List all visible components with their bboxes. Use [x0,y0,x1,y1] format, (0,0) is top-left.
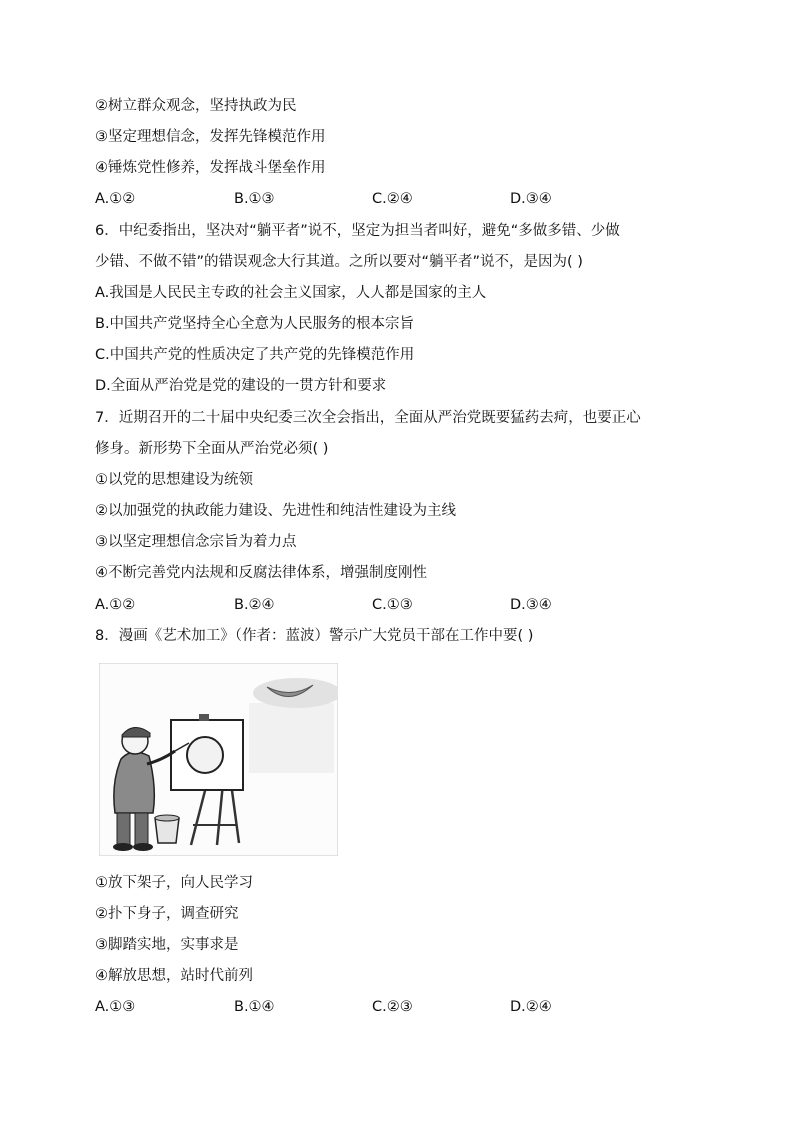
cartoon-image [99,663,338,856]
painter-leg-right [135,813,148,845]
q6-choice-d: D.全面从严治党是党的建设的一贯方针和要求 [95,378,387,394]
q8-options [95,997,715,1017]
q7-statement-1: ①以党的思想建设为统领 [95,472,253,488]
easel-clamp [199,714,209,721]
q8-statement-3: ③脚踏实地，实事求是 [95,937,239,953]
q5-statement-4: ④锤炼党性修养，发挥战斗堡垒作用 [95,160,326,176]
paint-bucket-rim [155,815,179,821]
q5-statement-2: ②树立群众观念，坚持执政为民 [95,98,297,114]
q7-option-d: D.③④ [510,597,552,613]
q6-choice-c: C.中国共产党的性质决定了共产党的先锋模范作用 [95,347,415,363]
q7-options [95,595,715,615]
q5-option-a: A.①② [95,191,136,207]
q8-option-c: C.②③ [372,999,413,1015]
q8-option-a: A.①③ [95,999,136,1015]
q5-option-d: D.③④ [510,191,552,207]
q6-choice-b: B.中国共产党坚持全心全意为人民服务的根本宗旨 [95,316,415,332]
q5-options [95,189,715,209]
q7-statement-4: ④不断完善党内法规和反腐法律体系，增强制度刚性 [95,565,427,581]
painter-leg-left [117,813,130,845]
q7-stem-line-2: 修身。新形势下全面从严治党必须( ) [95,441,329,457]
q8-stem: 8．漫画《艺术加工》（作者：蓝波）警示广大党员干部在工作中要( ) [95,628,534,644]
q6-stem-line-1: 6．中纪委指出，坚决对“躺平者”说不，坚定为担当者叫好，避免“多做多错、少做 [95,223,620,239]
q7-option-a: A.①② [95,597,136,613]
painter-shoe-left [113,843,133,851]
q5-option-c: C.②④ [372,191,413,207]
painter-coat [114,752,154,813]
q8-statement-4: ④解放思想，站时代前列 [95,968,253,984]
painted-full-moon [187,737,223,773]
q8-option-b: B.①④ [234,999,275,1015]
painter-shoe-right [133,843,153,851]
q8-option-d: D.②④ [510,999,552,1015]
paint-bucket-icon [155,818,179,843]
q7-stem-line-1: 7．近期召开的二十届中央纪委三次全会指出，全面从严治党既要猛药去疴，也要正心 [95,410,641,426]
q7-statement-2: ②以加强党的执政能力建设、先进性和纯洁性建设为主线 [95,503,456,519]
q6-stem-line-2: 少错、不做不错”的错误观念大行其道。之所以要对“躺平者”说不，是因为( ) [95,254,583,270]
q7-option-c: C.①③ [372,597,413,613]
q8-statement-2: ②扑下身子，调查研究 [95,906,239,922]
q6-choice-a: A.我国是人民民主专政的社会主义国家，人人都是国家的主人 [95,285,487,301]
q7-statement-3: ③以坚定理想信念宗旨为着力点 [95,534,297,550]
q5-option-b: B.①③ [234,191,275,207]
q5-statement-3: ③坚定理想信念，发挥先锋模范作用 [95,129,326,145]
q7-option-b: B.②④ [234,597,275,613]
q8-statement-1: ①放下架子，向人民学习 [95,875,253,891]
wall-shading [249,703,334,773]
